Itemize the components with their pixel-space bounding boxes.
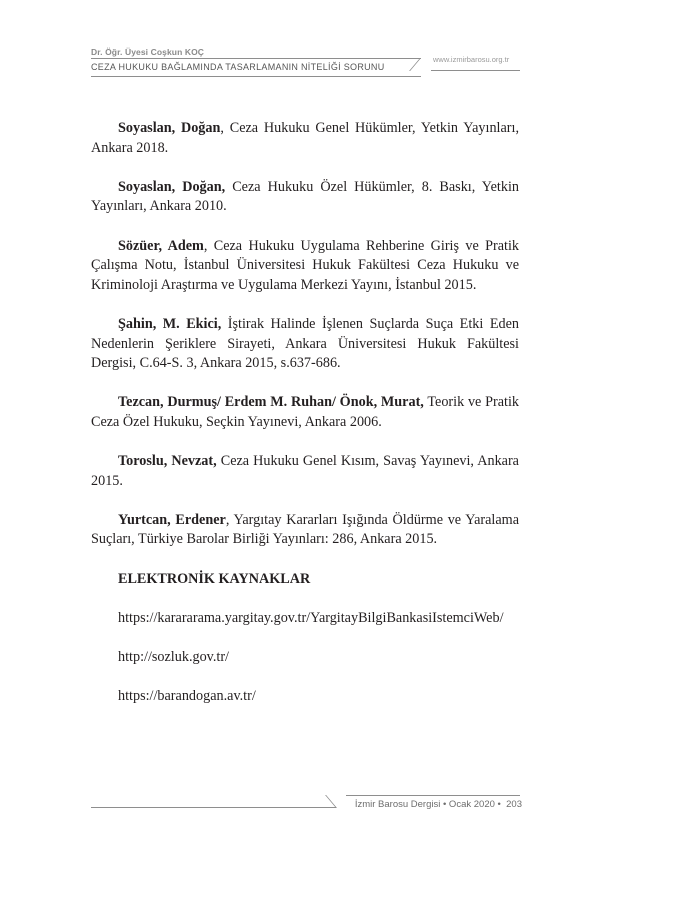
header-rule-bottom <box>431 70 520 71</box>
web-link[interactable]: https://karararama.yargitay.gov.tr/YargitayBilgiBankasiIstemciWeb/ <box>118 609 504 626</box>
header-url: www.izmirbarosu.org.tr <box>433 55 510 64</box>
footer-rule-left <box>91 807 336 808</box>
reference-text: Teorik ve Pratik Ceza Özel Hukuku, Seçkin Yayınevi, Ankara 2006. <box>91 394 519 430</box>
reference-author: Şahin, M. Ekici, <box>118 315 222 332</box>
header-rule-top <box>91 58 421 59</box>
reference-item <box>91 452 519 491</box>
page-number: 203 <box>506 799 522 810</box>
reference-author: Yurtcan, Erdener <box>118 511 226 528</box>
header-author: Dr. Öğr. Üyesi Coşkun KOÇ <box>91 47 205 57</box>
reference-text: Ceza Hukuku Genel Kısım, Savaş Yayınevi, Ankara 2015. <box>91 453 519 489</box>
header-title: CEZA HUKUKU BAĞLAMINDA TASARLAMANIN NİTELİĞİ SORUNU <box>91 62 385 72</box>
reference-text: , Yargıtay Kararları Işığında Öldürme ve Yaralama Suçları, Türkiye Barolar Birliği Yayınları: 286, Ankara 2015. <box>91 511 519 548</box>
reference-author: Soyaslan, Doğan, <box>118 178 226 195</box>
reference-text: , Ceza Hukuku Uygulama Rehberine Giriş ve Pratik Çalışma Notu, İstanbul Üniversitesi Hukuk Fakültesi Ceza Hukuku ve Kriminoloji Araştırma ve Uygulama Merkezi Yayını, İstanbul 2015. <box>91 237 520 293</box>
reference-author: Sözüer, Adem <box>118 237 204 254</box>
reference-author: Tezcan, Durmuş/ Erdem M. Ruhan/ Önok, Murat, <box>118 394 424 411</box>
web-link[interactable]: https://barandogan.av.tr/ <box>118 688 256 705</box>
journal-issue: İzmir Barosu Dergisi • Ocak 2020 • <box>354 799 501 810</box>
header-rule-under-title <box>91 76 421 77</box>
reference-item <box>91 511 519 550</box>
header-rule-slant <box>409 58 421 71</box>
footer-rule-top <box>346 795 520 796</box>
reference-item <box>91 393 519 432</box>
reference-text: Ceza Hukuku Özel Hükümler, 8. Baskı, Yetkin Yayınları, Ankara 2010. <box>91 178 519 215</box>
reference-item <box>91 237 519 296</box>
reference-item <box>91 119 519 158</box>
section-heading: ELEKTRONİK KAYNAKLAR <box>118 570 311 587</box>
footer-text <box>355 799 522 810</box>
reference-text: İştirak Halinde İşlenen Suçlarda Suça Etki Eden Nedenlerin Şeriklere Sirayeti, Ankara Üniversitesi Hukuk Fakültesi Dergisi, C.64-S. 3, Ankara 2015, s.637-686. <box>91 315 519 372</box>
reference-item <box>91 178 519 217</box>
reference-item <box>91 315 519 374</box>
web-link[interactable]: http://sozluk.gov.tr/ <box>118 649 229 666</box>
references-body <box>91 119 519 726</box>
reference-text: , Ceza Hukuku Genel Hükümler, Yetkin Yayınları, Ankara 2018. <box>91 120 519 156</box>
reference-author: Toroslu, Nevzat, <box>118 453 217 470</box>
reference-author: Soyaslan, Doğan <box>118 120 221 136</box>
